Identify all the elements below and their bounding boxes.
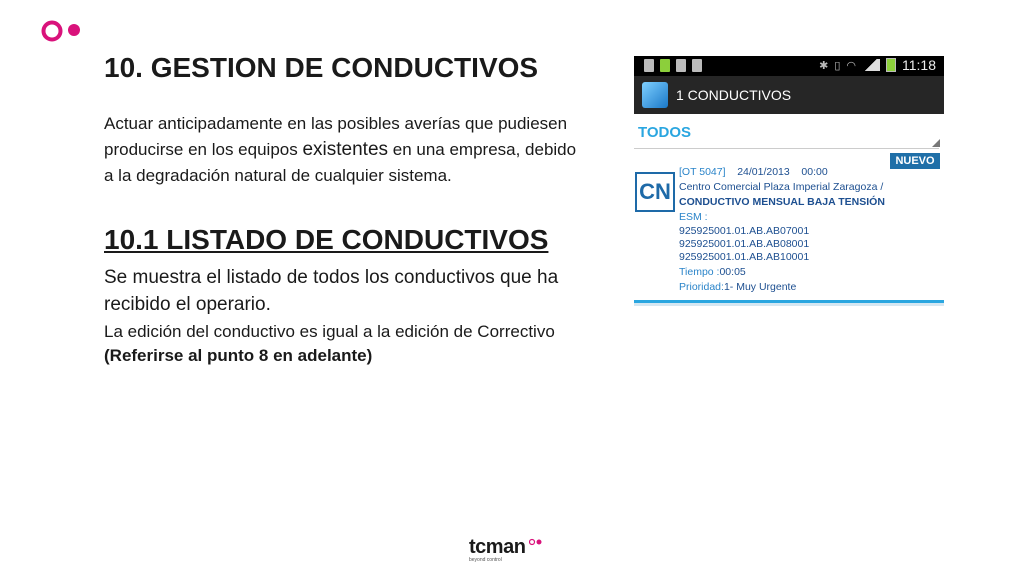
footer-tagline: beyond control <box>469 557 502 563</box>
app-title: 1 CONDUCTIVOS <box>676 87 792 103</box>
section-title: 10.1 LISTADO DE CONDUCTIVOS <box>104 224 549 255</box>
status-bar <box>634 56 944 76</box>
note-reference: (Referirse al punto 8 en adelante) <box>104 346 373 365</box>
esm-code: 925925001.01.AB.AB07001 <box>679 225 810 237</box>
tab-todos[interactable]: TODOS <box>638 124 692 141</box>
tiempo-row: Tiempo :00:05 <box>679 266 746 278</box>
sd-card-icon <box>676 59 686 72</box>
wifi-icon: ◠ <box>846 59 856 72</box>
bluetooth-icon: ✱ <box>819 59 829 72</box>
app-action-bar <box>634 76 944 114</box>
esm-label: ESM : <box>679 211 708 223</box>
android-icon <box>660 59 670 72</box>
gallery-icon <box>692 59 702 72</box>
footer-brand-name: tcman <box>469 536 526 558</box>
battery-icon <box>886 58 896 72</box>
edition-note: La edición del conductivo es igual a la edición de Correctivo (Referirse al punto 8 en adelante) <box>104 320 604 368</box>
status-time: 11:18 <box>902 57 936 73</box>
signal-icon <box>862 59 880 71</box>
order-location: Centro Comercial Plaza Imperial Zaragoza / <box>679 181 884 193</box>
conductivo-type-icon[interactable]: CN <box>635 172 675 212</box>
footer-logo <box>469 536 525 563</box>
phone-screenshot <box>634 56 944 306</box>
section-description: Se muestra el listado de todos los conductivos que ha recibido el operario. <box>104 267 559 315</box>
order-header[interactable]: [OT 5047] 24/01/2013 00:00 <box>679 166 828 178</box>
app-icon[interactable] <box>642 82 668 108</box>
vibrate-icon: ▯ <box>834 59 841 72</box>
page-title: 10. GESTION DE CONDUCTIVOS <box>104 52 539 83</box>
dropdown-indicator-icon[interactable] <box>932 139 940 147</box>
order-title: CONDUCTIVO MENSUAL BAJA TENSIÓN <box>679 196 885 208</box>
brand-dots-icon <box>529 538 543 548</box>
new-badge: NUEVO <box>890 153 940 169</box>
usb-icon <box>644 59 654 72</box>
esm-code: 925925001.01.AB.AB10001 <box>679 251 810 263</box>
brand-mark-icon <box>41 17 85 45</box>
filter-tabs <box>634 114 944 154</box>
intro-paragraph: Actuar anticipadamente en las posibles averías que pudiesen producirse en los equipos existentes en una empresa, debido a la degradación natural de cualquier sistema. <box>104 114 577 185</box>
prioridad-row: Prioridad:1- Muy Urgente <box>679 281 797 293</box>
esm-code: 925925001.01.AB.AB08001 <box>679 238 810 250</box>
